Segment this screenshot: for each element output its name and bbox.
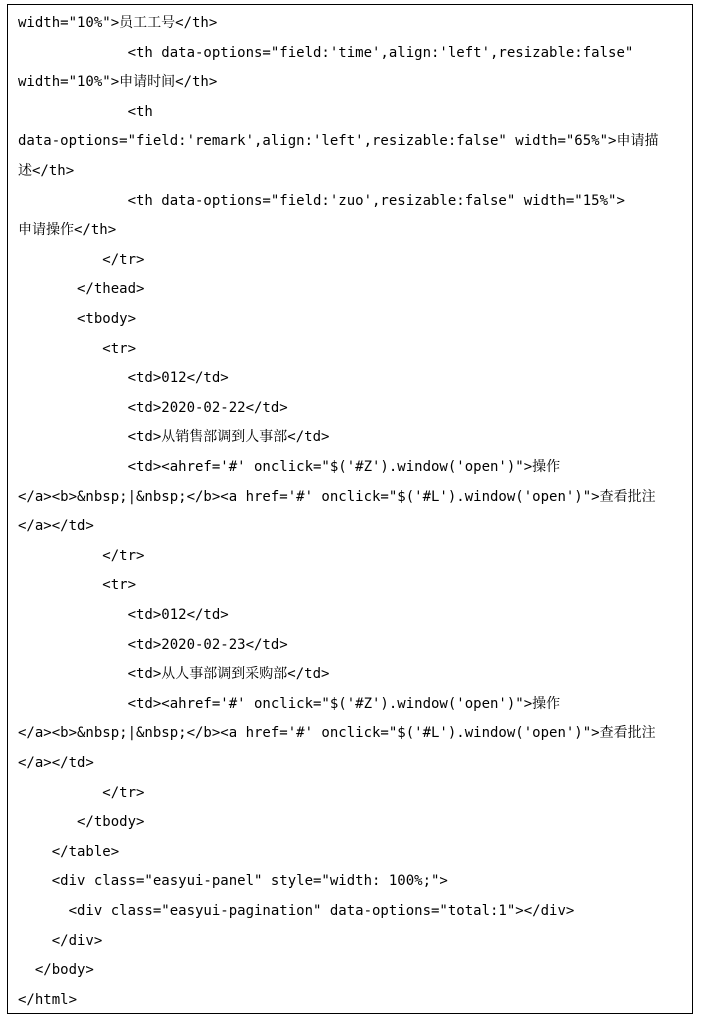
code-line: <th data-options="field:'time',align:'left',resizable:false" bbox=[18, 44, 634, 61]
code-line: <tbody> bbox=[18, 311, 137, 327]
code-line: <td>2020-02-23</td> bbox=[18, 636, 288, 653]
code-line: </div> bbox=[18, 932, 103, 949]
code-line: </a></td> bbox=[18, 518, 94, 535]
code-line: <td><ahref='#' onclick="$('#Z').window('open')">操作 bbox=[18, 459, 561, 475]
code-line: <th bbox=[18, 103, 153, 120]
code-line: 申请操作</th> bbox=[18, 222, 117, 239]
code-line: </table> bbox=[18, 843, 120, 860]
code-line: </html> bbox=[18, 991, 78, 1008]
code-line: <div class="easyui-pagination" data-options="total:1"></div> bbox=[18, 903, 575, 919]
code-line: <tr> bbox=[18, 577, 137, 594]
code-line: <td>从人事部调到采购部</td> bbox=[18, 666, 330, 683]
code-line: </tr> bbox=[18, 784, 145, 801]
code-listing-frame bbox=[7, 4, 693, 1014]
code-line: </body> bbox=[18, 962, 94, 979]
code-line: </thead> bbox=[18, 281, 145, 298]
code-line: </tbody> bbox=[18, 814, 145, 831]
code-line: <td>从销售部调到人事部</td> bbox=[18, 429, 330, 446]
code-line: </tr> bbox=[18, 547, 145, 564]
code-line: width="10%">申请时间</th> bbox=[18, 74, 218, 91]
code-line: data-options="field:'remark',align:'left',resizable:false" width="65%">申请描 bbox=[18, 133, 659, 150]
code-line: width="10%">员工工号</th> bbox=[18, 15, 218, 31]
code-line: <td>012</td> bbox=[18, 370, 229, 387]
code-line: <tr> bbox=[18, 340, 137, 357]
code-line: </a><b>&nbsp;|&nbsp;</b><a href='#' onclick="$('#L').window('open')">查看批注 bbox=[18, 725, 656, 742]
code-line: <div class="easyui-panel" style="width: 100%;"> bbox=[18, 873, 448, 890]
code-line: <td>012</td> bbox=[18, 607, 229, 623]
code-line: <td><ahref='#' onclick="$('#Z').window('open')">操作 bbox=[18, 695, 561, 712]
code-line: </a></td> bbox=[18, 755, 94, 771]
code-line: 述</th> bbox=[18, 163, 75, 179]
code-line: <td>2020-02-22</td> bbox=[18, 399, 288, 416]
code-line: <th data-options="field:'zuo',resizable:false" width="15%"> bbox=[18, 192, 625, 209]
code-line: </a><b>&nbsp;|&nbsp;</b><a href='#' onclick="$('#L').window('open')">查看批注 bbox=[18, 488, 656, 505]
code-line: </tr> bbox=[18, 251, 145, 268]
